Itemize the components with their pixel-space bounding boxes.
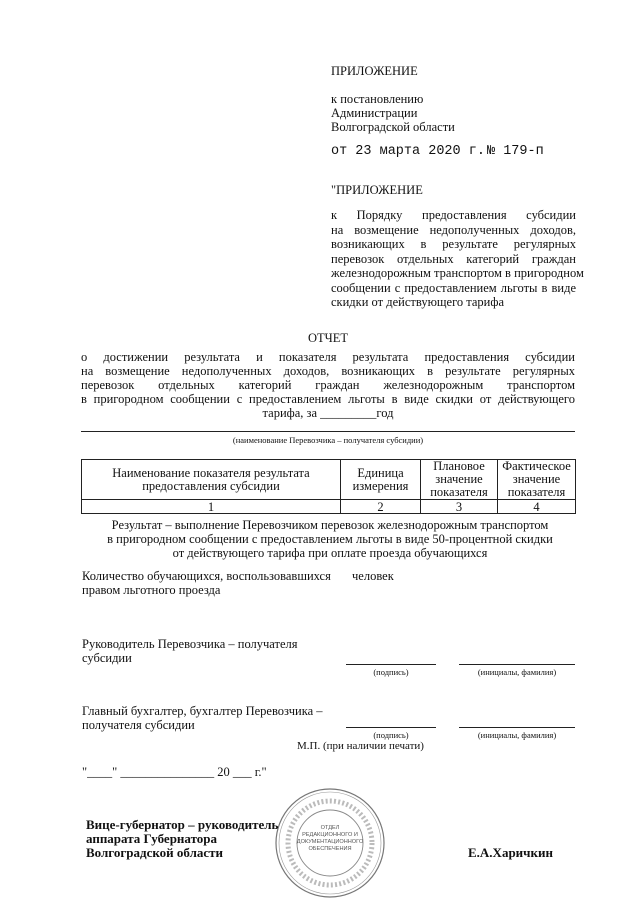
seal-center-text	[297, 825, 364, 852]
procedure-line: скидки от действующего тарифа	[331, 295, 505, 309]
result-line: от действующего тарифа при оплате проезда обучающихся	[172, 546, 488, 560]
stamp-note: М.П. (при наличии печати)	[297, 740, 424, 752]
report-title: ОТЧЕТ	[307, 331, 349, 345]
procedure-line: сообщении с предоставлением льготы в виде	[331, 280, 576, 295]
head-name-line	[459, 664, 575, 665]
signatory-name: Е.А.Харичкин	[468, 845, 553, 860]
signatory-position-line1: Вице-губернатор – руководитель	[86, 817, 279, 832]
procedure-line: возникающих в результате регулярных	[331, 237, 576, 251]
procedure-line: на возмещение недополученных доходов,	[331, 222, 576, 237]
region-text: Волгоградской области	[331, 120, 455, 134]
quantity-label-line2: правом льготного проезда	[82, 583, 221, 597]
carrier-name-underline	[81, 431, 575, 432]
table-header-cell: Фактическое значение показателя	[498, 460, 576, 500]
seal-text-line: ОТДЕЛ	[320, 825, 340, 831]
appendix-title: ПРИЛОЖЕНИЕ	[331, 64, 418, 78]
report-line: перевозок отдельных категорий граждан железнодорожным транспортом	[81, 378, 575, 392]
procedure-line: перевозок отдельных категорий граждан	[331, 251, 576, 266]
carrier-name-caption: (наименование Перевозчика – получателя субсидии)	[232, 435, 424, 445]
result-line: Результат – выполнение Перевозчиком перевозок железнодорожным транспортом	[111, 518, 549, 532]
report-line: о достижении результата и показателя результата предоставления субсидии	[81, 350, 575, 364]
report-line: на возмещение недополученных доходов, возникающих в результате регулярных	[81, 364, 575, 378]
official-seal	[272, 785, 388, 901]
result-line: в пригородном сообщении с предоставлением льготы в виде 50-процентной скидки	[107, 532, 553, 546]
procedure-line: железнодорожным транспортом в пригородном	[331, 266, 584, 280]
head-signature-line	[346, 664, 436, 665]
quantity-label-line1: Количество обучающихся, воспользовавшихся	[82, 569, 331, 583]
table-header-cell: Плановое значение показателя	[421, 460, 498, 500]
accountant-signature-caption: (подпись)	[373, 730, 409, 740]
table-header-cell: Наименование показателя результата предоставления субсидии	[82, 460, 341, 500]
accountant-title-line2: получателя субсидии	[82, 718, 195, 732]
signatory-position-line2: аппарата Губернатора	[86, 831, 218, 846]
accountant-name-caption: (инициалы, фамилия)	[477, 730, 557, 740]
resolution-number: № 179-п	[487, 144, 544, 159]
table-number-cell: 1	[82, 500, 341, 514]
quantity-unit: человек	[352, 569, 394, 583]
table-number-row	[82, 500, 576, 514]
table-number-cell: 2	[341, 500, 421, 514]
date-fill-line: "____" _______________ 20 ___ г."	[82, 765, 267, 779]
head-title-line1: Руководитель Перевозчика – получателя	[82, 637, 298, 651]
to-resolution-text: к постановлению	[331, 92, 424, 106]
accountant-title-line1: Главный бухгалтер, бухгалтер Перевозчика –	[82, 704, 323, 718]
table-header-cell: Единица измерения	[341, 460, 421, 500]
table-header-row	[82, 460, 576, 500]
report-period-line: тарифа, за _________год	[262, 406, 394, 420]
report-line: в пригородном сообщении с предоставлением льготы в виде скидки от действующего	[81, 392, 575, 406]
administration-text: Администрации	[331, 106, 418, 120]
head-title-line2: субсидии	[82, 651, 132, 665]
accountant-signature-line	[346, 727, 436, 728]
accountant-name-line	[459, 727, 575, 728]
appendix-title-2: "ПРИЛОЖЕНИЕ	[331, 183, 423, 197]
table-number-cell: 3	[421, 500, 498, 514]
seal-text-line: ОБЕСПЕЧЕНИЯ	[308, 846, 352, 852]
seal-text-line: РЕДАКЦИОННОГО И	[302, 832, 358, 838]
head-signature-caption: (подпись)	[373, 667, 409, 677]
table-number-cell: 4	[498, 500, 576, 514]
head-name-caption: (инициалы, фамилия)	[477, 667, 557, 677]
signatory-position-line3: Волгоградской области	[86, 845, 224, 860]
seal-text-line: ДОКУМЕНТАЦИОННОГО	[296, 839, 364, 845]
procedure-line: к Порядку предоставления субсидии	[331, 208, 576, 222]
indicator-table	[81, 459, 576, 514]
resolution-date: от 23 марта 2020 г.	[331, 144, 485, 159]
